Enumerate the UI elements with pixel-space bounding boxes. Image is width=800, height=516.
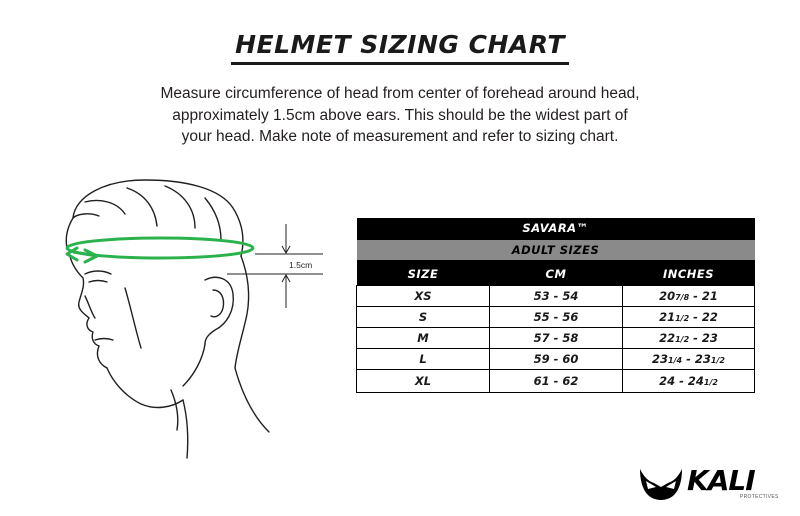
table-model-row <box>357 218 755 239</box>
cm-cell: 61 - 62 <box>490 370 623 393</box>
model-name: SAVARA™ <box>357 218 755 239</box>
inches-fraction: 1/4 <box>668 356 683 365</box>
instructions-line-3: your head. Make note of measurement and refer to sizing chart. <box>181 128 619 145</box>
inches-rest: - 22 <box>689 310 718 324</box>
brand-logo <box>638 464 779 503</box>
table-group-row <box>357 239 755 261</box>
cm-cell: 55 - 56 <box>490 307 623 328</box>
inches-cell <box>623 370 755 393</box>
inches-cell <box>623 349 755 370</box>
logo-word: KALI <box>687 464 755 497</box>
header-size: SIZE <box>357 261 490 286</box>
instructions <box>100 83 700 148</box>
inches-cell <box>623 307 755 328</box>
measuring-tape <box>67 238 253 262</box>
inches-whole: 21 <box>659 310 676 324</box>
page-title <box>0 30 800 65</box>
head-outline <box>66 180 269 458</box>
group-name: ADULT SIZES <box>357 239 755 261</box>
table-header-row <box>357 261 755 286</box>
measure-label: 1.5cm <box>289 260 313 270</box>
table-row <box>357 307 755 328</box>
instructions-line-2: approximately 1.5cm above ears. This should be the widest part of <box>172 106 628 124</box>
inches-fraction: 7/8 <box>675 293 690 302</box>
header-inches: INCHES <box>623 261 755 286</box>
logo-subtitle: PROTECTIVES <box>740 494 779 500</box>
inches-cell <box>623 328 755 349</box>
cm-cell: 59 - 60 <box>490 349 623 370</box>
inches-rest: - 23 <box>689 331 718 345</box>
inches-fraction: 1/2 <box>675 335 690 344</box>
size-table <box>356 218 755 393</box>
inches-whole: 22 <box>659 331 676 345</box>
head-illustration <box>55 168 345 468</box>
inches-rest: - 21 <box>689 289 718 303</box>
inches-whole: 24 <box>659 374 676 388</box>
size-cell: L <box>357 349 490 370</box>
inches-fraction: 1/2 <box>675 314 690 323</box>
size-cell: XL <box>357 370 490 393</box>
inches-rest: - 24 <box>675 374 704 388</box>
kali-mask-icon <box>638 467 684 501</box>
inches-fraction-2: 1/2 <box>710 356 725 365</box>
title-text: HELMET SIZING CHART <box>231 30 569 65</box>
size-cell: S <box>357 307 490 328</box>
inches-cell <box>623 286 755 307</box>
instructions-line-1: Measure circumference of head from center of forehead around head, <box>160 85 640 102</box>
inches-whole: 23 <box>652 352 669 366</box>
table-row <box>357 286 755 307</box>
inches-rest: - 23 <box>682 352 711 366</box>
cm-cell: 53 - 54 <box>490 286 623 307</box>
inches-fraction-2: 1/2 <box>703 378 718 387</box>
size-cell: M <box>357 328 490 349</box>
table-row <box>357 370 755 393</box>
table-row <box>357 328 755 349</box>
cm-cell: 57 - 58 <box>490 328 623 349</box>
table-row <box>357 349 755 370</box>
size-cell: XS <box>357 286 490 307</box>
header-cm: CM <box>490 261 623 286</box>
inches-whole: 20 <box>659 289 676 303</box>
